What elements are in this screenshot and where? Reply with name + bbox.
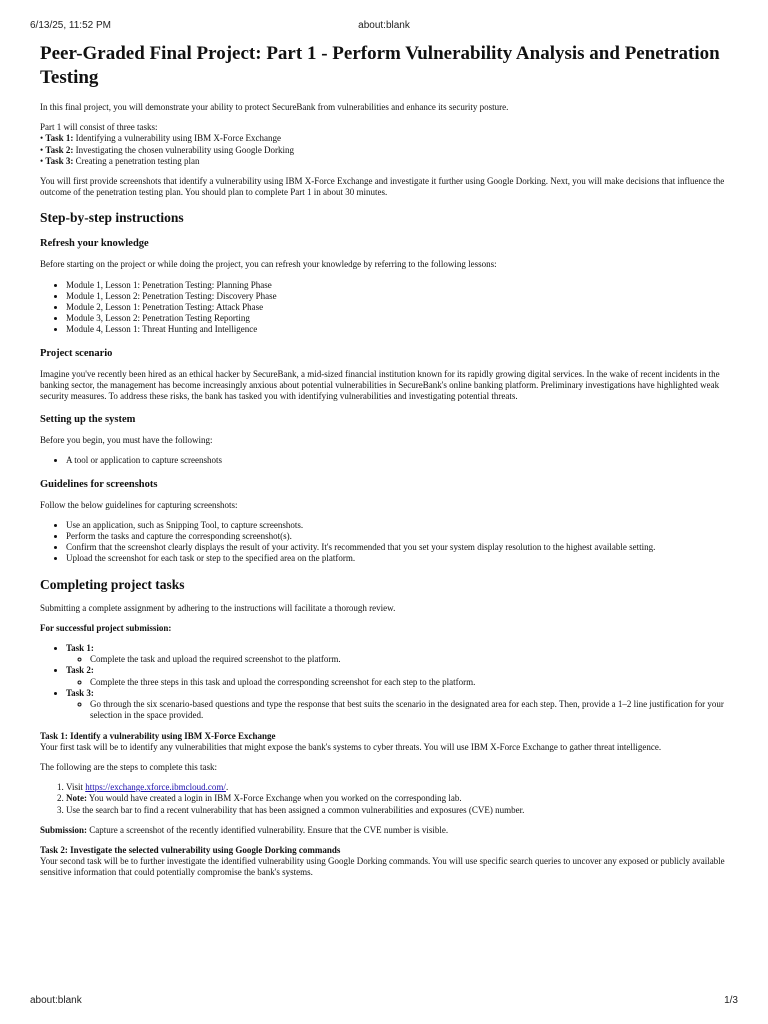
sub-list bbox=[66, 699, 730, 721]
list-item: • Module 3, Lesson 2: Penetration Testing Reporting bbox=[66, 313, 730, 324]
submission-label: Submission: bbox=[40, 824, 88, 835]
setup-text: Before you begin, you must have the following: bbox=[40, 435, 213, 446]
list-item bbox=[66, 688, 730, 722]
task-text: Investigating the chosen vulnerability using Google Dorking bbox=[73, 144, 295, 155]
step-text: Visit bbox=[66, 782, 86, 793]
task2-heading: Task 2: Investigate the selected vulnerability using Google Dorking commands bbox=[40, 844, 341, 855]
print-url-footer: about:blank bbox=[30, 995, 82, 1006]
task1-submission bbox=[40, 825, 730, 836]
list-item: • Task 1: Identifying a vulnerability using IBM X-Force Exchange bbox=[40, 133, 282, 144]
guidelines-list bbox=[40, 520, 730, 565]
task1-text: Your first task will be to identify any vulnerabilities that might expose the bank's systems to cyber threats. You will use IBM X-Force Exchange to gather threat intelligence. bbox=[40, 741, 662, 752]
xforce-link[interactable]: https://exchange.xforce.ibmcloud.com/ bbox=[85, 782, 226, 793]
list-item: 3. Use the search bar to find a recent vulnerability that has been assigned a common vulnerabilities and exposures (CVE) number. bbox=[66, 805, 730, 816]
task-label: Task 1: bbox=[45, 133, 74, 144]
page-number: 1/3 bbox=[724, 995, 738, 1006]
list-item: • Module 4, Lesson 1: Threat Hunting and Intelligence bbox=[66, 324, 730, 335]
list-item: • Module 1, Lesson 1: Penetration Testing: Planning Phase bbox=[66, 280, 730, 291]
list-item: • Task 3: Creating a penetration testing plan bbox=[40, 155, 200, 166]
list-item: • Perform the tasks and capture the corresponding screenshot(s). bbox=[66, 531, 730, 542]
list-item: ◦ Complete the three steps in this task and upload the corresponding screenshot for each step to the platform. bbox=[90, 677, 730, 688]
step-text: You would have created a login in IBM X-Force Exchange when you worked on the corresponding lab. bbox=[87, 793, 462, 804]
part1-heading: Part 1 will consist of three tasks: bbox=[40, 122, 158, 133]
list-item bbox=[66, 643, 730, 665]
list-item: • Module 2, Lesson 1: Penetration Testing: Attack Phase bbox=[66, 302, 730, 313]
task-label: Task 3: bbox=[45, 155, 74, 166]
list-item: • Use an application, such as Snipping Tool, to capture screenshots. bbox=[66, 520, 730, 531]
document-body bbox=[40, 42, 730, 888]
scenario-heading: Project scenario bbox=[40, 347, 113, 359]
task2-text: Your second task will be to further investigate the identified vulnerability using Google Dorking commands. You will use specific search queries to uncover any exposed or publicly available sensitive information that could potentially compromise the bank's systems. bbox=[40, 856, 725, 878]
setup-heading: Setting up the system bbox=[40, 414, 136, 426]
completing-heading: Completing project tasks bbox=[40, 576, 185, 592]
print-url-header: about:blank bbox=[358, 20, 410, 31]
success-heading: For successful project submission: bbox=[40, 622, 172, 633]
completing-text: Submitting a complete assignment by adhering to the instructions will facilitate a thorough review. bbox=[40, 602, 396, 613]
list-item: • A tool or application to capture screenshots bbox=[66, 455, 730, 466]
task1-steps bbox=[40, 782, 730, 816]
refresh-heading: Refresh your knowledge bbox=[40, 238, 149, 250]
lesson-list bbox=[40, 280, 730, 336]
guidelines-text: Follow the below guidelines for capturing screenshots: bbox=[40, 499, 238, 510]
list-item: • Upload the screenshot for each task or step to the specified area on the platform. bbox=[66, 553, 730, 564]
scenario-text: Imagine you've recently been hired as an ethical hacker by SecureBank, a mid-sized financial institution known for its rapidly growing digital services. In the wake of recent incidents in the banking sector, the management has become increasingly anxious about potential vulnerabilities in SecureBank's online banking platform. Preliminary investigations have highlighted weak security measures. To address these risks, the bank has tasked you with identifying vulnerabilities and investigating potential threats. bbox=[40, 368, 720, 402]
list-item bbox=[66, 665, 730, 687]
setup-list bbox=[40, 455, 730, 466]
step-text: . bbox=[225, 782, 229, 793]
list-item bbox=[66, 793, 730, 804]
sub-list bbox=[66, 677, 730, 688]
note-label: Note: bbox=[66, 793, 87, 804]
intro-paragraph: In this final project, you will demonstrate your ability to protect SecureBank from vulnerabilities and enhance its security posture. bbox=[40, 102, 509, 112]
list-item: ◦ Complete the task and upload the required screenshot to the platform. bbox=[90, 654, 730, 665]
sub-list bbox=[66, 654, 730, 665]
list-item: ◦ Go through the six scenario-based questions and type the response that best suits the scenario in the designated area for each step. Then, provide a 1–2 line justification for your selection in the space provided. bbox=[90, 699, 730, 721]
part1-task-list bbox=[40, 133, 730, 167]
list-item bbox=[66, 782, 730, 793]
submission-text: Capture a screenshot of the recently identified vulnerability. Ensure that the CVE number is visible. bbox=[87, 824, 449, 835]
task-label: Task 2: bbox=[66, 665, 94, 676]
task-label: Task 3: bbox=[66, 687, 94, 698]
task-label: Task 1: bbox=[66, 643, 94, 654]
submission-task-list bbox=[40, 643, 730, 721]
task-label: Task 2: bbox=[45, 144, 74, 155]
guidelines-heading: Guidelines for screenshots bbox=[40, 478, 158, 490]
task1-steps-intro: The following are the steps to complete this task: bbox=[40, 761, 217, 772]
list-item: • Module 1, Lesson 2: Penetration Testing: Discovery Phase bbox=[66, 291, 730, 302]
print-timestamp: 6/13/25, 11:52 PM bbox=[30, 20, 111, 31]
step-by-step-heading: Step-by-step instructions bbox=[40, 210, 184, 226]
list-item: • Task 2: Investigating the chosen vulnerability using Google Dorking bbox=[40, 144, 295, 155]
task1-heading: Task 1: Identify a vulnerability using IBM X-Force Exchange bbox=[40, 730, 276, 741]
refresh-text: Before starting on the project or while doing the project, you can refresh your knowledge by referring to the following lessons: bbox=[40, 259, 497, 270]
overview-paragraph: You will first provide screenshots that identify a vulnerability using IBM X-Force Exchange and investigate it further using Google Dorking. Next, you will make decisions that influence the outcome of the penetration testing plan. You should plan to complete Part 1 in about 30 minutes. bbox=[40, 176, 725, 198]
list-item: • Confirm that the screenshot clearly displays the result of your activity. It's recommended that you set your system display resolution to the highest available setting. bbox=[66, 542, 730, 553]
task-text: Identifying a vulnerability using IBM X-Force Exchange bbox=[73, 133, 282, 144]
task-text: Creating a penetration testing plan bbox=[73, 155, 200, 166]
page-title: Peer-Graded Final Project: Part 1 - Perform Vulnerability Analysis and Penetration Testing bbox=[40, 43, 720, 88]
